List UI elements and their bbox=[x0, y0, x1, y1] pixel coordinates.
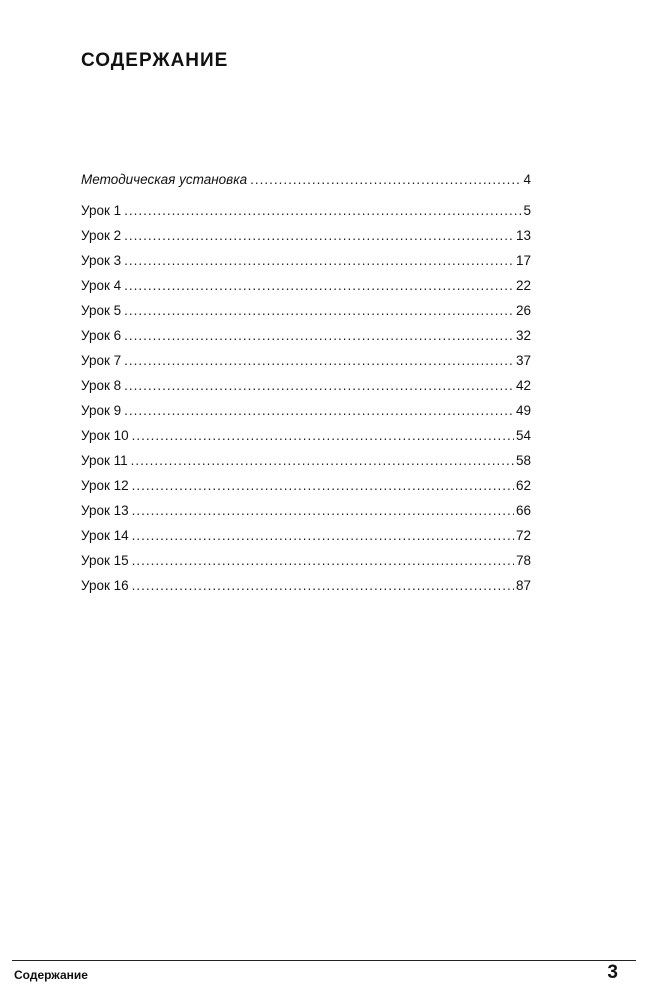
dot-leader bbox=[131, 451, 514, 471]
dot-leader bbox=[132, 501, 514, 521]
toc-entry-page: 62 bbox=[515, 478, 531, 493]
toc-entry-page: 87 bbox=[515, 578, 531, 593]
toc-entry-label: Урок 7 bbox=[81, 353, 122, 368]
toc-entry-label: Урок 4 bbox=[81, 278, 122, 293]
toc-entry-label: Урок 15 bbox=[81, 553, 129, 568]
toc-entry-page: 49 bbox=[515, 403, 531, 418]
toc-entry-label: Урок 13 bbox=[81, 503, 129, 518]
toc-entry-label: Урок 2 bbox=[81, 228, 122, 243]
toc-entry-label: Урок 11 bbox=[81, 453, 128, 468]
dot-leader bbox=[124, 251, 514, 271]
toc-entry-label: Урок 16 bbox=[81, 578, 129, 593]
dot-leader bbox=[124, 376, 514, 396]
toc-entry-lesson-8[interactable] bbox=[81, 376, 531, 401]
toc-entry-lesson-12[interactable] bbox=[81, 476, 531, 501]
toc-entry-lesson-1[interactable] bbox=[81, 201, 531, 226]
dot-leader bbox=[132, 576, 514, 596]
toc-entry-page: 5 bbox=[523, 203, 531, 218]
dot-leader bbox=[124, 201, 521, 221]
dot-leader bbox=[132, 426, 514, 446]
footer-section-label: Содержание bbox=[14, 968, 88, 982]
toc-entry-label: Урок 12 bbox=[81, 478, 129, 493]
toc-entry-page: 4 bbox=[523, 172, 531, 187]
toc-entry-label: Урок 5 bbox=[81, 303, 122, 318]
toc-entry-lesson-10[interactable] bbox=[81, 426, 531, 451]
toc-entry-lesson-2[interactable] bbox=[81, 226, 531, 251]
toc-entry-lesson-6[interactable] bbox=[81, 326, 531, 351]
toc-entry-page: 37 bbox=[515, 353, 531, 368]
toc-entry-lesson-4[interactable] bbox=[81, 276, 531, 301]
dot-leader bbox=[124, 301, 514, 321]
toc-entry-lesson-3[interactable] bbox=[81, 251, 531, 276]
toc-entry-label: Урок 1 bbox=[81, 203, 122, 218]
dot-leader bbox=[124, 226, 514, 246]
toc-entry-lesson-13[interactable] bbox=[81, 501, 531, 526]
toc-entry-lesson-7[interactable] bbox=[81, 351, 531, 376]
dot-leader bbox=[124, 276, 514, 296]
toc-entry-label: Урок 3 bbox=[81, 253, 122, 268]
toc-entry-page: 66 bbox=[515, 503, 531, 518]
dot-leader bbox=[250, 170, 521, 190]
toc-entry-page: 78 bbox=[515, 553, 531, 568]
toc-entry-label: Урок 8 bbox=[81, 378, 122, 393]
page-title: СОДЕРЖАНИЕ bbox=[81, 50, 229, 71]
toc-entry-page: 17 bbox=[515, 253, 531, 268]
toc-entry-page: 58 bbox=[515, 453, 531, 468]
dot-leader bbox=[132, 476, 514, 496]
toc-entry-lesson-14[interactable] bbox=[81, 526, 531, 551]
toc-entry-label: Урок 6 bbox=[81, 328, 122, 343]
toc-entry-page: 72 bbox=[515, 528, 531, 543]
toc-entry-lesson-5[interactable] bbox=[81, 301, 531, 326]
dot-leader bbox=[132, 551, 514, 571]
dot-leader bbox=[132, 526, 514, 546]
footer-divider bbox=[12, 960, 636, 961]
toc-entry-page: 42 bbox=[515, 378, 531, 393]
table-of-contents bbox=[81, 170, 531, 601]
toc-entry-label: Урок 9 bbox=[81, 403, 122, 418]
dot-leader bbox=[124, 326, 514, 346]
toc-entry-lesson-15[interactable] bbox=[81, 551, 531, 576]
toc-entry-lesson-11[interactable] bbox=[81, 451, 531, 476]
toc-entry-label: Урок 10 bbox=[81, 428, 129, 443]
dot-leader bbox=[124, 401, 514, 421]
dot-leader bbox=[124, 351, 514, 371]
toc-entry-methodical-guide[interactable] bbox=[81, 170, 531, 195]
toc-entry-label: Методическая установка bbox=[81, 172, 248, 187]
toc-entry-page: 13 bbox=[515, 228, 531, 243]
toc-entry-lesson-16[interactable] bbox=[81, 576, 531, 601]
toc-entry-page: 26 bbox=[515, 303, 531, 318]
footer-page-number: 3 bbox=[607, 962, 618, 983]
toc-entry-page: 22 bbox=[515, 278, 531, 293]
toc-entry-lesson-9[interactable] bbox=[81, 401, 531, 426]
toc-entry-page: 32 bbox=[515, 328, 531, 343]
toc-entry-label: Урок 14 bbox=[81, 528, 129, 543]
toc-entry-page: 54 bbox=[515, 428, 531, 443]
